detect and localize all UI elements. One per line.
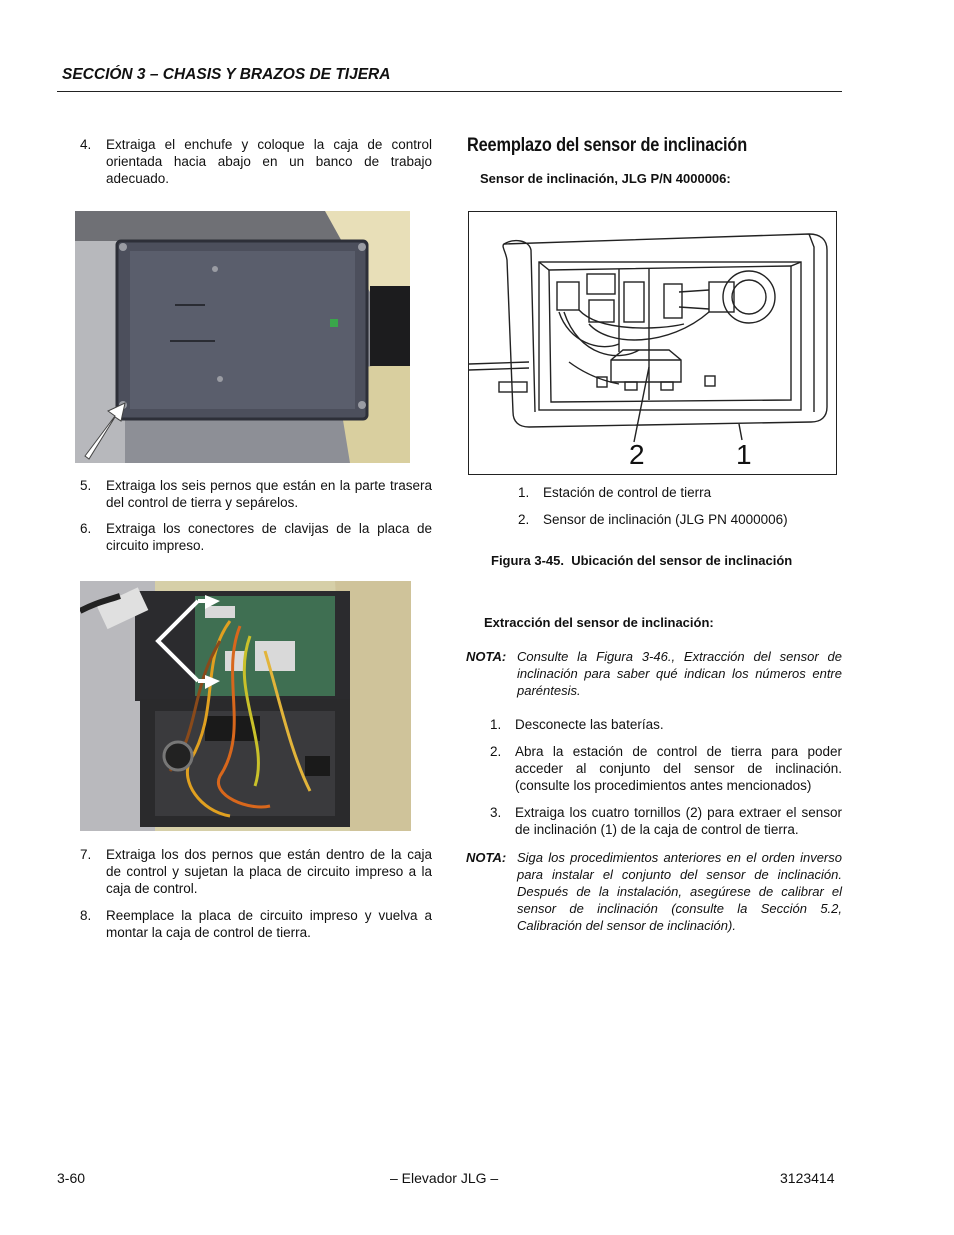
callout-2: 2 (629, 439, 645, 470)
step-number: 2. (490, 744, 502, 759)
step-text: Extraiga los conectores de clavijas de la placa de circuito impreso. (106, 521, 432, 553)
figure-tilt-sensor-location (468, 211, 837, 475)
step-text: Desconecte las baterías. (515, 717, 664, 732)
photo-open-control-box-circuit-board (80, 581, 411, 831)
page-number: 3-60 (57, 1170, 86, 1186)
note-2 (466, 849, 842, 937)
step-number: 8. (80, 908, 92, 923)
figure-caption: Figura 3-45. Ubicación del sensor de inclinación (491, 553, 793, 568)
step-text: Extraiga los dos pernos que están dentro de la caja de control y sujetan la placa de circuito impreso a la caja de control. (106, 847, 432, 896)
document-number: 3123414 (780, 1170, 835, 1186)
step-text: Extraiga los cuatro tornillos (2) para extraer el sensor de inclinación (1) de la caja de control de tierra. (515, 805, 842, 837)
section-title: Reemplazo del sensor de inclinación (467, 135, 748, 156)
step-number: 4. (80, 137, 92, 152)
running-header-title: SECCIÓN 3 – CHASIS Y BRAZOS DE TIJERA (62, 66, 391, 83)
photo-control-box-face-down (75, 211, 410, 463)
step-8 (80, 907, 432, 943)
note-label: NOTA: (466, 649, 507, 664)
header-divider (57, 91, 842, 92)
part-number-label: Sensor de inclinación, JLG P/N 4000006: (480, 171, 731, 186)
step-text: Extraiga el enchufe y coloque la caja de control orientada hacia abajo en un banco de trabajo adecuado. (106, 137, 432, 186)
legend-number: 1. (518, 485, 530, 500)
step-number: 1. (490, 717, 502, 732)
removal-step-1 (490, 716, 842, 734)
note-label: NOTA: (466, 850, 507, 865)
note-text: Siga los procedimientos anteriores en el orden inverso para instalar el conjunto del sensor de inclinación. Después de la instalación, asegúrese de calibrar el sensor de inclinación (consulte la Sección 5.2, Calibración del sensor de inclinación). (517, 850, 842, 933)
note-1 (466, 648, 842, 702)
step-5 (80, 477, 432, 513)
step-number: 6. (80, 521, 92, 536)
step-7 (80, 846, 432, 900)
step-6 (80, 520, 432, 556)
step-4 (80, 136, 432, 188)
step-number: 5. (80, 478, 92, 493)
legend-number: 2. (518, 512, 530, 527)
callout-1: 1 (736, 439, 752, 470)
step-text: Abra la estación de control de tierra para poder acceder al conjunto del sensor de inclinación. (consulte los procedimientos antes mencionados) (515, 744, 842, 793)
removal-step-2 (490, 743, 842, 797)
step-number: 7. (80, 847, 92, 862)
footer-center-title: – Elevador JLG – (390, 1170, 499, 1186)
legend-text: Sensor de inclinación (JLG PN 4000006) (543, 512, 788, 527)
step-text: Extraiga los seis pernos que están en la parte trasera del control de tierra y sepárelos. (106, 478, 432, 510)
legend-item-2 (518, 512, 788, 527)
step-number: 3. (490, 805, 502, 820)
removal-step-3 (490, 804, 842, 840)
step-text: Reemplace la placa de circuito impreso y vuelva a montar la caja de control de tierra. (106, 908, 432, 940)
removal-subtitle: Extracción del sensor de inclinación: (484, 615, 714, 630)
legend-item-1 (518, 485, 712, 500)
note-text: Consulte la Figura 3-46., Extracción del sensor de inclinación para saber qué indican los números entre paréntesis. (517, 649, 842, 698)
legend-text: Estación de control de tierra (543, 485, 712, 500)
